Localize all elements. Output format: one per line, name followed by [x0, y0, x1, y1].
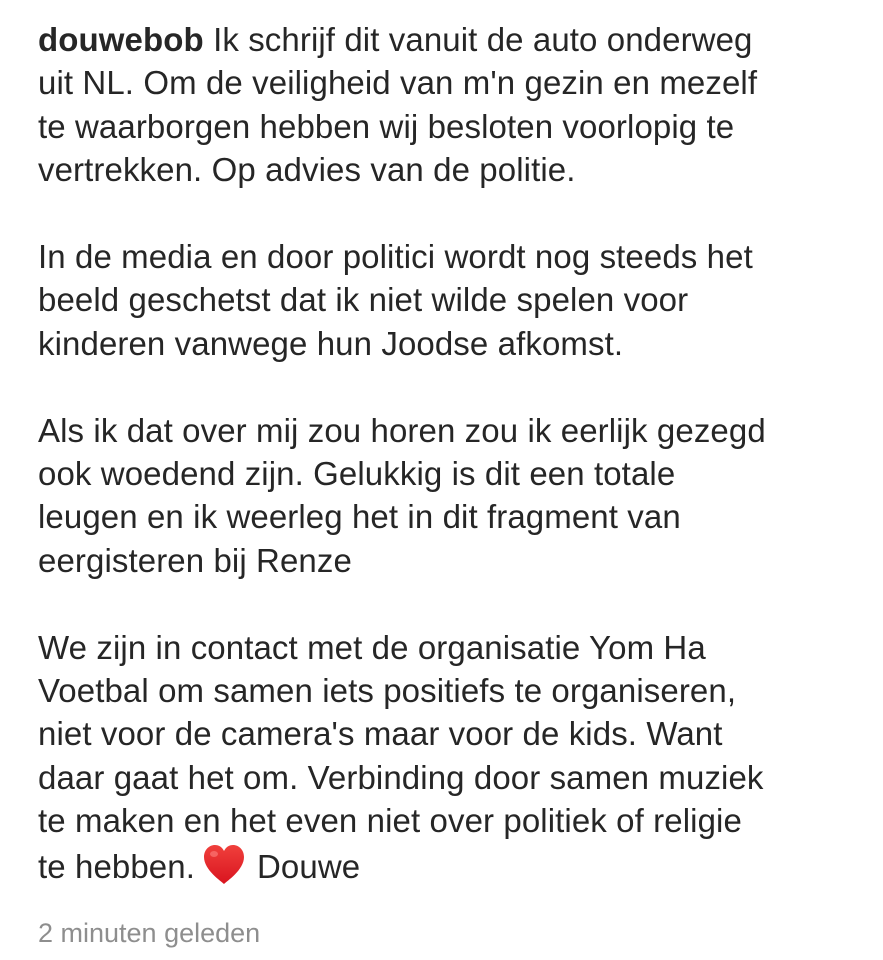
username-link[interactable]: douwebob — [38, 21, 204, 58]
caption-line — [38, 843, 868, 888]
caption-line: We zijn in contact met de organisatie Yom Ha — [38, 628, 706, 666]
caption-line: beeld geschetst dat ik niet wilde spelen voor — [38, 281, 689, 319]
caption-paragraph-4 — [38, 626, 868, 888]
caption-line: vertrekken. Op advies van de politie. — [38, 151, 576, 189]
caption-line: Als ik dat over mij zou horen zou ik eerlijk gezegd — [38, 411, 766, 449]
caption-line: kinderen vanwege hun Joodse afkomst. — [38, 324, 624, 362]
caption-line: leugen en ik weerleg het in dit fragment van — [38, 498, 681, 536]
paragraph-spacer — [38, 365, 868, 408]
post-caption — [38, 18, 868, 888]
caption-line — [38, 18, 868, 61]
caption-line: te maken en het even niet over politiek of religie — [38, 802, 742, 840]
caption-line: uit NL. Om de veiligheid van m'n gezin en mezelf — [38, 64, 758, 102]
caption-line: niet voor de camera's maar voor de kids. Want — [38, 715, 723, 753]
caption-line: te waarborgen hebben wij besloten voorlopig te — [38, 107, 735, 145]
caption-line: ook woedend zijn. Gelukkig is dit een totale — [38, 455, 676, 493]
paragraph-spacer — [38, 582, 868, 625]
caption-text: te hebben. — [38, 847, 195, 885]
caption-text: Ik schrijf dit vanuit de auto onderweg — [213, 21, 753, 58]
caption-line: In de media en door politici wordt nog steeds het — [38, 238, 753, 276]
caption-line: Voetbal om samen iets positiefs te organiseren, — [38, 672, 737, 710]
caption-paragraph-3 — [38, 409, 868, 583]
post-timestamp: 2 minuten geleden — [38, 918, 261, 948]
signature: Douwe — [256, 847, 361, 885]
caption-line: eergisteren bij Renze — [38, 541, 352, 579]
paragraph-spacer — [38, 192, 868, 235]
caption-paragraph-1 — [38, 18, 868, 192]
red-heart-icon — [201, 843, 247, 886]
caption-paragraph-2 — [38, 235, 868, 365]
caption-line: daar gaat het om. Verbinding door samen muziek — [38, 758, 764, 796]
